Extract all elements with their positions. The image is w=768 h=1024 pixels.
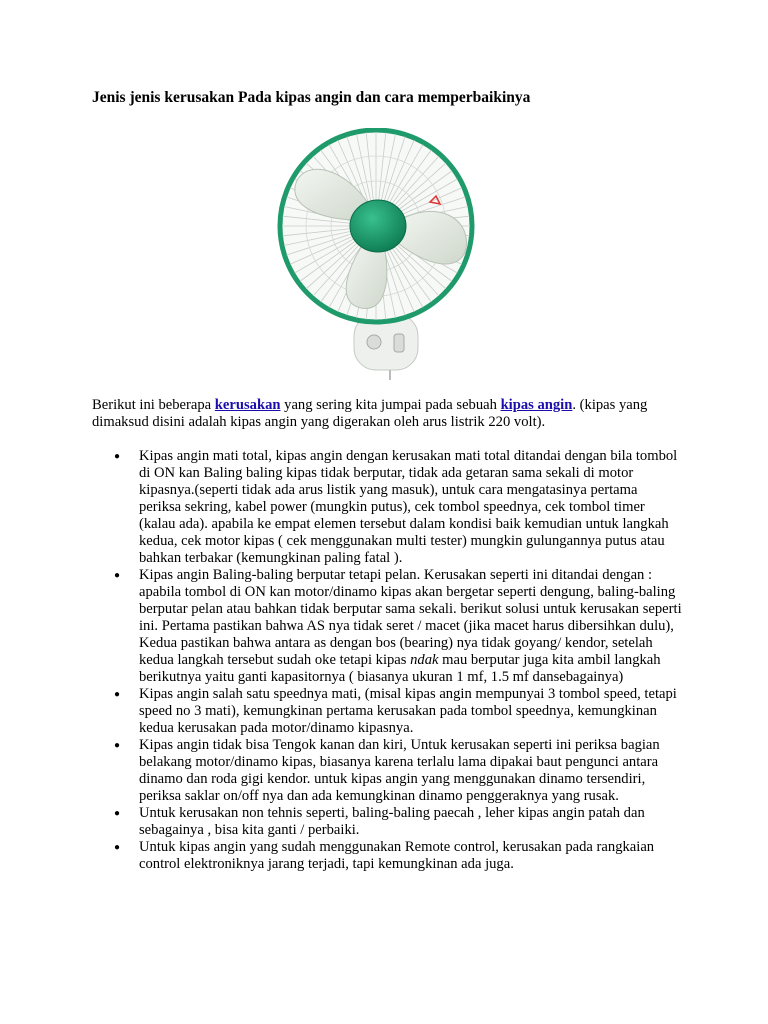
bullet-icon: ● [114,570,121,581]
wall-fan-icon [266,128,506,380]
list-item: ● Untuk kipas angin yang sudah menggunakan Remote control, kerusakan pada rangkaian control elektroniknya jarang terjadi, tapi kemungkinan ada juga. [114,839,655,872]
page-title: Jenis jenis kerusakan Pada kipas angin dan cara memperbaikinya [92,89,531,106]
list-item: ● Kipas angin tidak bisa Tengok kanan dan kiri, Untuk kerusakan seperti ini periksa bagian belakang motor/dinamo kipas, biasanya karena terlalu lama dipakai baut pengunci antara dinamo dan roda gigi kendor. untuk kipas angin yang menggunakan dinamo tersendiri, periksa saklar on/off nya dan ada kemungkinan dinamo penggeraknya yang rusak. [114,737,660,804]
list-item: ● Untuk kerusakan non tehnis seperti, baling-baling paecah , leher kipas angin patah dan sebagainya , bisa kita ganti / perbaiki. [114,805,645,838]
link-kipas-angin[interactable]: kipas angin [500,397,573,413]
list-item: ● Kipas angin salah satu speednya mati, (misal kipas angin mempunyai 3 tombol speed, tetapi speed no 3 mati), kemungkinan pertama kerusakan pada tombol speednya, kemungkinan kedua kerusakan pada motor/dinamo kipasnya. [114,686,677,736]
damage-list [92,448,682,873]
bullet-icon: ● [114,451,121,462]
bullet-icon: ● [114,689,121,700]
bullet-icon: ● [114,808,121,819]
intro-paragraph: Berikut ini beberapa kerusakan yang sering kita jumpai pada sebuah kipas angin. (kipas yang dimaksud disini adalah kipas angin yang digerakan oleh arus listrik 220 volt). [92,397,648,430]
link-kerusakan[interactable]: kerusakan [214,397,281,413]
fan-image [266,128,506,380]
list-item: ● Kipas angin mati total, kipas angin dengan kerusakan mati total ditandai dengan bila tombol di ON kan Baling baling kipas tidak berputar, tidak ada getaran sama sekali di motor kipasnya.(seperti tidak ada arus listik yang masuk), untuk cara mengatasinya pertama periksa sekring, kabel power (mungkin putus), cek tombol speednya, cek tombol timer (kalau ada). apabila ke empat elemen tersebut dalam kondisi baik kemudian untuk langkah kedua, cek motor kipas ( cek menggunakan multi tester) mungkin gulungannya putus atau bahkan terbakar (kemungkinan paling fatal ). [114,448,678,566]
list-item: ● Kipas angin Baling-baling berputar tetapi pelan. Kerusakan seperti ini ditandai dengan : apabila tombol di ON kan motor/dinamo kipas akan bergetar seperti dengung, baling-baling berputar pelan atau bahkan tidak berputar sama sekali. berikut solusi untuk kerusakan seperti ini. Pertama pastikan bahwa AS nya tidak seret / macet (jika macet harus dibersihkan dulu), Kedua pastikan bahwa antara as dengan bos (bearing) nya tidak goyang/ kendor, setelah kedua langkah tersebut sudah oke tetapi kipas ndak mau berputar juga kita ambil langkah berikutnya yaitu ganti kapasitornya ( biasanya ukuran 1 mf, 1.5 mf dansebagainya) [114,567,682,685]
bullet-icon: ● [114,842,121,853]
bullet-icon: ● [114,740,121,751]
